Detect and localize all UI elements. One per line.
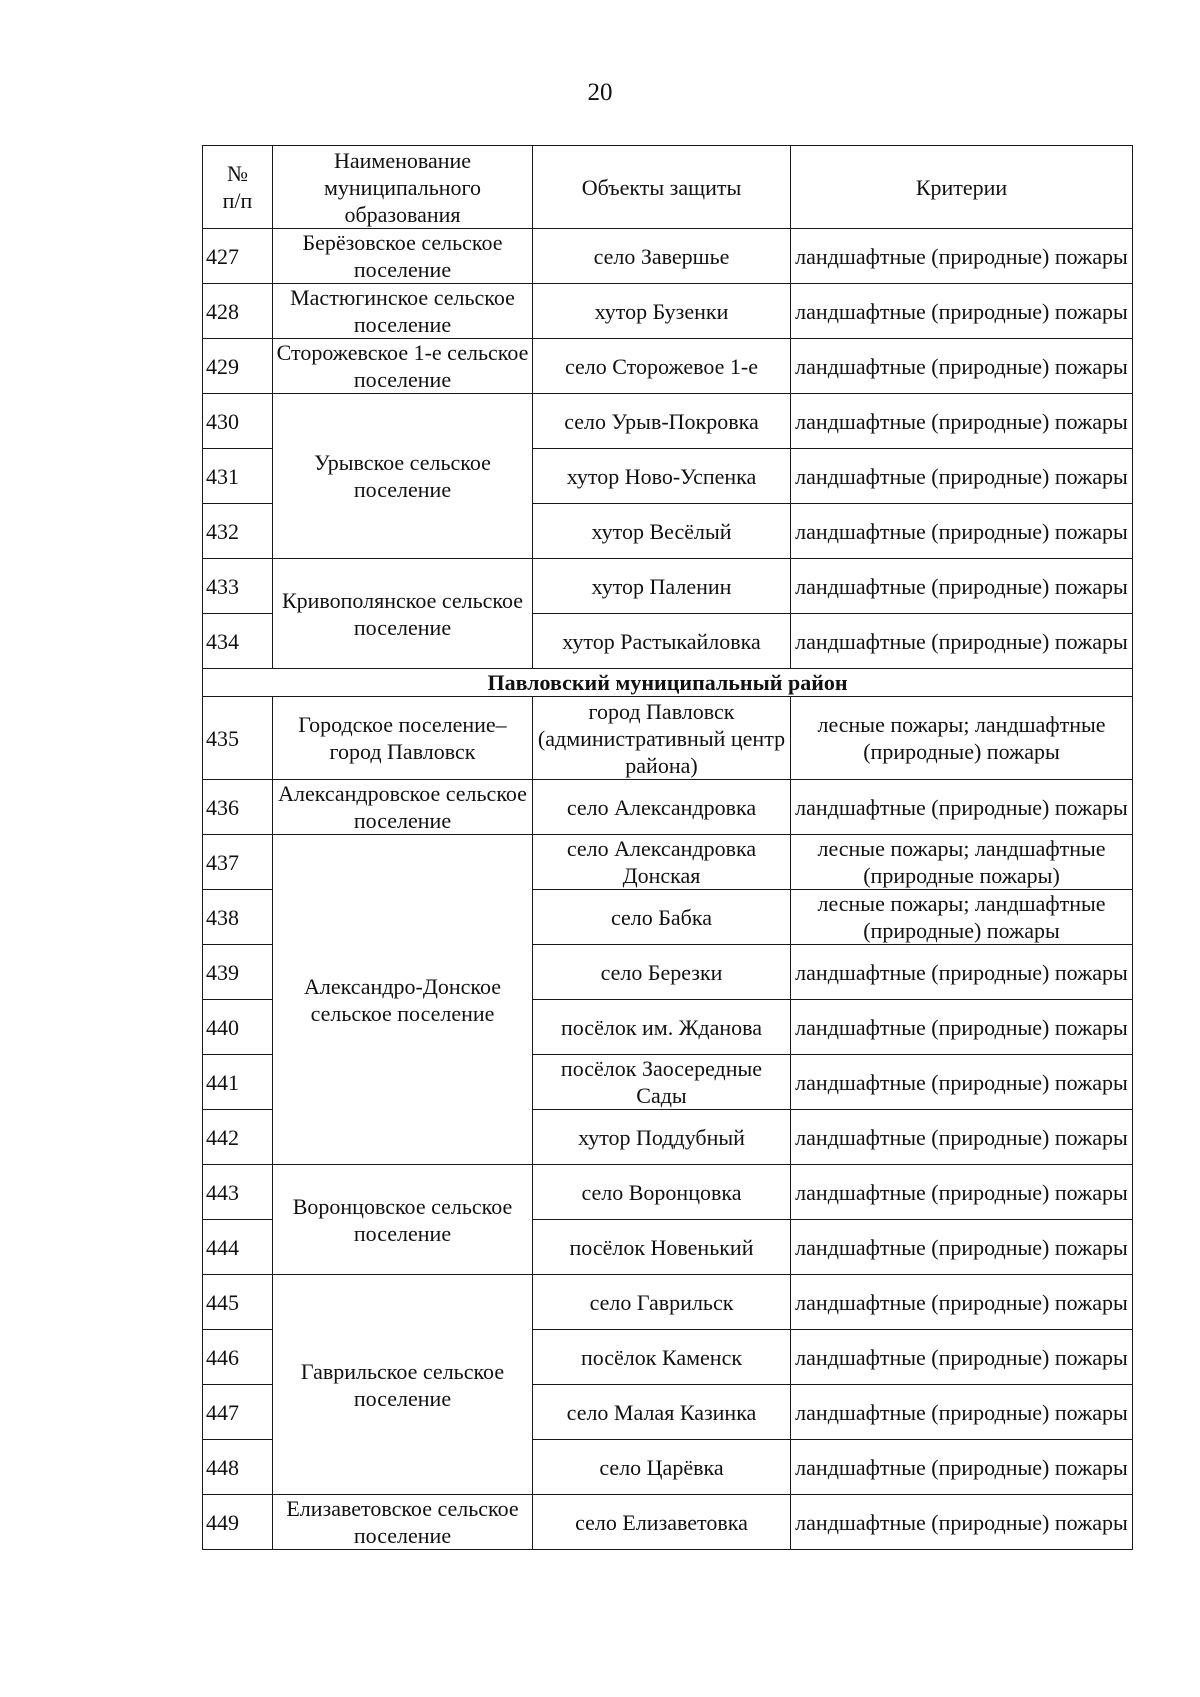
header-number: № п/п — [203, 146, 273, 229]
municipality-cell: Воронцовское сельское поселение — [273, 1165, 533, 1275]
criteria-cell: лесные пожары; ландшафтные (природные пожары) — [791, 835, 1133, 890]
criteria-cell: ландшафтные (природные) пожары — [791, 780, 1133, 835]
criteria-cell: ландшафтные (природные) пожары — [791, 1440, 1133, 1495]
table-row — [203, 284, 1133, 339]
row-number: 431 — [203, 449, 273, 504]
row-number: 435 — [203, 697, 273, 780]
row-number: 448 — [203, 1440, 273, 1495]
criteria-cell: ландшафтные (природные) пожары — [791, 559, 1133, 614]
row-number: 447 — [203, 1385, 273, 1440]
row-number: 429 — [203, 339, 273, 394]
criteria-cell: лесные пожары; ландшафтные (природные) пожары — [791, 697, 1133, 780]
object-cell: город Павловск (административный центр района) — [533, 697, 791, 780]
criteria-cell: ландшафтные (природные) пожары — [791, 1275, 1133, 1330]
municipality-cell: Александро-Донское сельское поселение — [273, 835, 533, 1165]
object-cell: село Елизаветовка — [533, 1495, 791, 1550]
table-row — [203, 780, 1133, 835]
criteria-cell: ландшафтные (природные) пожары — [791, 339, 1133, 394]
criteria-cell: ландшафтные (природные) пожары — [791, 1110, 1133, 1165]
row-number: 439 — [203, 945, 273, 1000]
object-cell: хутор Паленин — [533, 559, 791, 614]
object-cell: посёлок Каменск — [533, 1330, 791, 1385]
row-number: 440 — [203, 1000, 273, 1055]
object-cell: хутор Поддубный — [533, 1110, 791, 1165]
object-cell: посёлок Новенький — [533, 1220, 791, 1275]
row-number: 443 — [203, 1165, 273, 1220]
criteria-cell: ландшафтные (природные) пожары — [791, 284, 1133, 339]
criteria-cell: ландшафтные (природные) пожары — [791, 449, 1133, 504]
criteria-cell: ландшафтные (природные) пожары — [791, 1055, 1133, 1110]
criteria-cell: ландшафтные (природные) пожары — [791, 229, 1133, 284]
row-number: 442 — [203, 1110, 273, 1165]
table-row — [203, 835, 1133, 890]
table-row — [203, 1495, 1133, 1550]
header-municipality: Наименование муниципального образования — [273, 146, 533, 229]
object-cell: село Урыв-Покровка — [533, 394, 791, 449]
criteria-cell: ландшафтные (природные) пожары — [791, 1220, 1133, 1275]
table-row — [203, 1275, 1133, 1330]
object-cell: село Малая Казинка — [533, 1385, 791, 1440]
header-criteria: Критерии — [791, 146, 1133, 229]
table-header-row — [203, 146, 1133, 229]
object-cell: село Царёвка — [533, 1440, 791, 1495]
row-number: 427 — [203, 229, 273, 284]
table-row — [203, 697, 1133, 780]
district-row — [203, 669, 1133, 697]
object-cell: хутор Ново-Успенка — [533, 449, 791, 504]
row-number: 428 — [203, 284, 273, 339]
header-objects: Объекты защиты — [533, 146, 791, 229]
row-number: 433 — [203, 559, 273, 614]
municipality-cell: Мастюгинское сельское поселение — [273, 284, 533, 339]
object-cell: село Александровка Донская — [533, 835, 791, 890]
row-number: 445 — [203, 1275, 273, 1330]
criteria-cell: ландшафтные (природные) пожары — [791, 1385, 1133, 1440]
municipality-cell: Сторожевское 1-е сельское поселение — [273, 339, 533, 394]
object-cell: село Воронцовка — [533, 1165, 791, 1220]
criteria-cell: ландшафтные (природные) пожары — [791, 1165, 1133, 1220]
object-cell: хутор Бузенки — [533, 284, 791, 339]
criteria-cell: ландшафтные (природные) пожары — [791, 614, 1133, 669]
municipality-cell: Урывское сельское поселение — [273, 394, 533, 559]
table-row — [203, 229, 1133, 284]
object-cell: село Сторожевое 1-е — [533, 339, 791, 394]
row-number: 437 — [203, 835, 273, 890]
object-cell: село Березки — [533, 945, 791, 1000]
row-number: 444 — [203, 1220, 273, 1275]
criteria-cell: ландшафтные (природные) пожары — [791, 1495, 1133, 1550]
district-title: Павловский муниципальный район — [203, 669, 1133, 697]
row-number: 436 — [203, 780, 273, 835]
criteria-cell: лесные пожары; ландшафтные (природные) пожары — [791, 890, 1133, 945]
row-number: 438 — [203, 890, 273, 945]
page-number: 20 — [587, 79, 613, 106]
municipality-cell: Городское поселение– город Павловск — [273, 697, 533, 780]
municipality-cell: Елизаветовское сельское поселение — [273, 1495, 533, 1550]
object-cell: посёлок Заосередные Сады — [533, 1055, 791, 1110]
row-number: 449 — [203, 1495, 273, 1550]
object-cell: село Александровка — [533, 780, 791, 835]
row-number: 432 — [203, 504, 273, 559]
criteria-cell: ландшафтные (природные) пожары — [791, 394, 1133, 449]
object-cell: село Бабка — [533, 890, 791, 945]
table-row — [203, 559, 1133, 614]
row-number: 446 — [203, 1330, 273, 1385]
table-row — [203, 339, 1133, 394]
table-row — [203, 1165, 1133, 1220]
criteria-cell: ландшафтные (природные) пожары — [791, 1330, 1133, 1385]
table-row — [203, 394, 1133, 449]
row-number: 441 — [203, 1055, 273, 1110]
criteria-cell: ландшафтные (природные) пожары — [791, 1000, 1133, 1055]
object-cell: село Гаврильск — [533, 1275, 791, 1330]
object-cell: хутор Растыкайловка — [533, 614, 791, 669]
municipality-cell: Кривополянское сельское поселение — [273, 559, 533, 669]
object-cell: село Завершье — [533, 229, 791, 284]
row-number: 434 — [203, 614, 273, 669]
municipality-cell: Александровское сельское поселение — [273, 780, 533, 835]
object-cell: посёлок им. Жданова — [533, 1000, 791, 1055]
protection-objects-table — [202, 145, 1133, 1550]
municipality-cell: Гаврильское сельское поселение — [273, 1275, 533, 1495]
criteria-cell: ландшафтные (природные) пожары — [791, 945, 1133, 1000]
row-number: 430 — [203, 394, 273, 449]
object-cell: хутор Весёлый — [533, 504, 791, 559]
criteria-cell: ландшафтные (природные) пожары — [791, 504, 1133, 559]
municipality-cell: Берёзовское сельское поселение — [273, 229, 533, 284]
